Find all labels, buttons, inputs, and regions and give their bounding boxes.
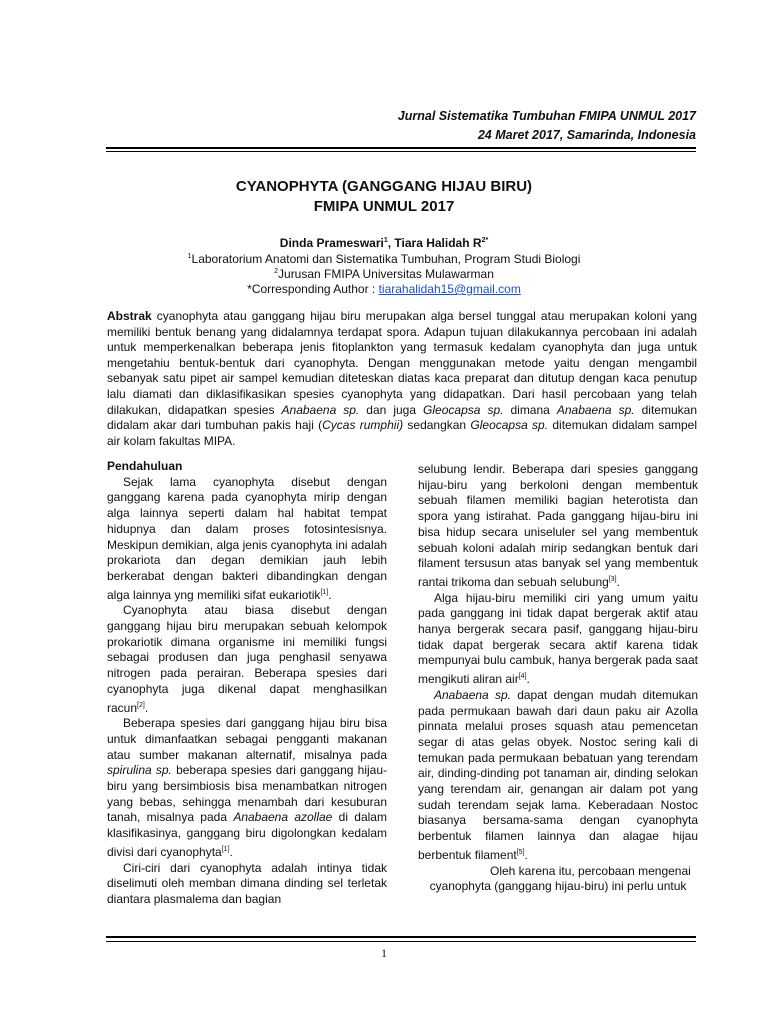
right-paragraph-4-continued: cyanophyta (ganggang hijau-biru) ini perlu untuk: [429, 879, 687, 894]
author-2: Tiara Halidah R: [394, 236, 482, 250]
corresponding-label: *Corresponding Author :: [247, 282, 379, 296]
page-number: 1: [381, 946, 387, 960]
affiliation-1-text: Laboratorium Anatomi dan Sistematika Tumbuhan, Program Studi Biologi: [191, 252, 581, 266]
section-heading-pendahuluan: Pendahuluan: [107, 459, 183, 473]
abstract-species-5: Gleocapsa sp.: [470, 418, 549, 433]
footer-rule-thin: [106, 941, 696, 942]
citation: [5]: [516, 848, 525, 856]
abstract-text-6: ditemukan didalam sampel air kolam fakultas MIPA.: [107, 418, 698, 448]
right-column: [418, 462, 698, 895]
author-list: [0, 236, 768, 250]
affiliation-2-text: Jurusan FMIPA Universitas Mulawarman: [278, 267, 494, 281]
abstract-text-3: dimana: [503, 402, 557, 417]
header-rule-thick: [106, 147, 696, 149]
abstract-species-2: Gleocapsa sp.: [423, 402, 504, 417]
paper-title-line1: CYANOPHYTA (GANGGANG HIJAU BIRU): [235, 178, 533, 195]
abstract-text-2: dan juga: [359, 402, 424, 417]
abstract-species-1: Anabaena sp.: [281, 402, 360, 417]
footer-rule-thick: [106, 936, 696, 938]
author-2-affiliation-mark: 2*: [481, 237, 489, 244]
abstract-text-5: sedangkan: [403, 418, 471, 433]
paper-title-line2: FMIPA UNMUL 2017: [313, 198, 455, 215]
left-paragraph-1: Sejak lama cyanophyta disebut dengan ganggang karena pada cyanophyta mirip dengan alga lainnya seperti dalam hal habitat tempat hidupnya dan dalam proses fotosintesisnya. Meskipun demikian, alga jenis cyanophyta ini adalah prokariota dan degan demikian jauh lebih berkerabat dengan bakteri dibandingkan dengan alga lainnya yng memiliki sifat eukariotik[1].: [107, 474, 387, 602]
right-paragraph-3: Anabaena sp. dapat dengan mudah ditemukan pada permukaan bawah dari daun paku air Azolla pinnata melalui proses squash atau pemencetan segar di atas gelas obyek. Nostoc sering kali di temukan pada permukaan bebatuan yang terendam air, dinding-dinding pot tanaman air, dinding selokan yang terendam air, genangan air dalam pot yang sudah terendam sejak lama. Keberadaan Nostoc biasanya bersama-sama dengan cyanophyta berbentuk filamen lainnya dan alagae hijau berbentuk filament[5].: [418, 687, 699, 862]
right-paragraph-2: Alga hijau-biru memiliki ciri yang umum yaitu pada ganggang ini tidak dapat bergerak aktif atau hanya bergerak secara pasif, ganggang hijau-biru tidak dapat bergerak secara aktif karena tidak mempunyai bulu cambuk, hanya bergerak pada saat mengikuti aliran air[4].: [418, 590, 698, 687]
author-separator: ,: [387, 236, 395, 250]
abstract-species-4: Cycas rumphii): [322, 418, 404, 433]
header-rule-thin: [106, 151, 696, 152]
corresponding-author: [0, 282, 768, 296]
citation: [1]: [221, 845, 230, 853]
journal-name: Jurnal Sistematika Tumbuhan FMIPA UNMUL 2017: [397, 109, 696, 123]
author-1-affiliation-mark: 1: [383, 237, 388, 244]
journal-date-location: 24 Maret 2017, Samarinda, Indonesia: [477, 128, 696, 142]
affiliation-1: [0, 252, 768, 266]
affiliation-2: [0, 267, 768, 281]
email-link[interactable]: tiarahalidah15@gmail.com: [378, 282, 521, 296]
citation: [1]: [320, 588, 329, 596]
left-paragraph-4: Ciri-ciri dari cyanophyta adalah intinya tidak diselimuti oleh memban dimana dinding sel terletak diantara plasmalema dan bagian: [107, 860, 387, 906]
abstract-species-3: Anabaena sp.: [556, 402, 635, 417]
affiliation-1-mark: 1: [187, 253, 192, 260]
left-paragraph-2: Cyanophyta atau biasa disebut dengan ganggang hijau biru merupakan sebuah kelompok prokariotik dimana organisme ini memiliki fungsi sebagai produsen dan juga penghasil senyawa nitrogen pada perairan. Beberapa spesies dari cyanophyta juga dikenal dapat menghasilkan racun[2].: [107, 603, 387, 715]
right-paragraph-4: Oleh karena itu, percobaan mengenai: [490, 863, 691, 878]
abstract-text-1: cyanophyta atau ganggang hijau biru merupakan alga bersel tunggal atau merupakan koloni yang memiliki bentuk benang yang didalamnya terdapat spora. Adapun tujuan dilakukannya percobaan ini adalah untuk memperkenalkan beberapa jenis fitoplankton yang termasuk kedalam cyanophyta dan juga untuk mengetahiu bentuk-bentuk dari cyanophyta. Dengan menggunakan metode yaitu dengan mengambil sebanyak satu pipet air sampel kemudian diteteskan diatas kaca preparat dan ditutup dengan kaca penutup lalu diamati dan diklasifikasikan spesies cyanophyta yang didapatkan. Dari hasil percobaan yang telah dilakukan, didapatkan spesies: [107, 309, 697, 417]
left-column: [107, 459, 387, 908]
citation: [2]: [137, 701, 145, 709]
citation: [3]: [608, 575, 617, 583]
author-1: Dinda Prameswari: [279, 236, 384, 250]
left-paragraph-3: Beberapa spesies dari ganggang hijau biru bisa untuk dimanfaatkan sebagai pengganti makanan atau sumber makanan alternatif, misalnya pada spirulina sp. beberapa spesies dari ganggang hijau-biru yang bersimbiosis bisa menambatkan nitrogen yang bebas, sehingga menambah dari kesuburan tanah, misalnya pada Anabaena azollae di dalam klasifikasinya, ganggang biru digolongkan kedalam divisi dari cyanophyta[1].: [107, 716, 387, 859]
abstract: [107, 309, 697, 449]
citation: [4]: [518, 673, 527, 681]
right-paragraph-1: selubung lendir. Beberapa dari spesies ganggang hijau-biru yang berkoloni dengan membentuk sebuah filamen memiliki bagian heterotista dan spora yang istirahat. Pada ganggang hijau-biru ini bisa hidup secara uniseluler sel yang membentuk sebuah koloni adalah mirip sedangkan bentuk dari filament tersusun atas banyak sel yang membentuk rantai trikoma dan sebuah selubung[3].: [418, 462, 698, 589]
abstract-label: Abstrak: [107, 309, 152, 323]
affiliation-2-mark: 2: [274, 268, 279, 275]
abstract-text-4: ditemukan didalam akar dari tumbuhan pakis haji (: [107, 402, 697, 433]
